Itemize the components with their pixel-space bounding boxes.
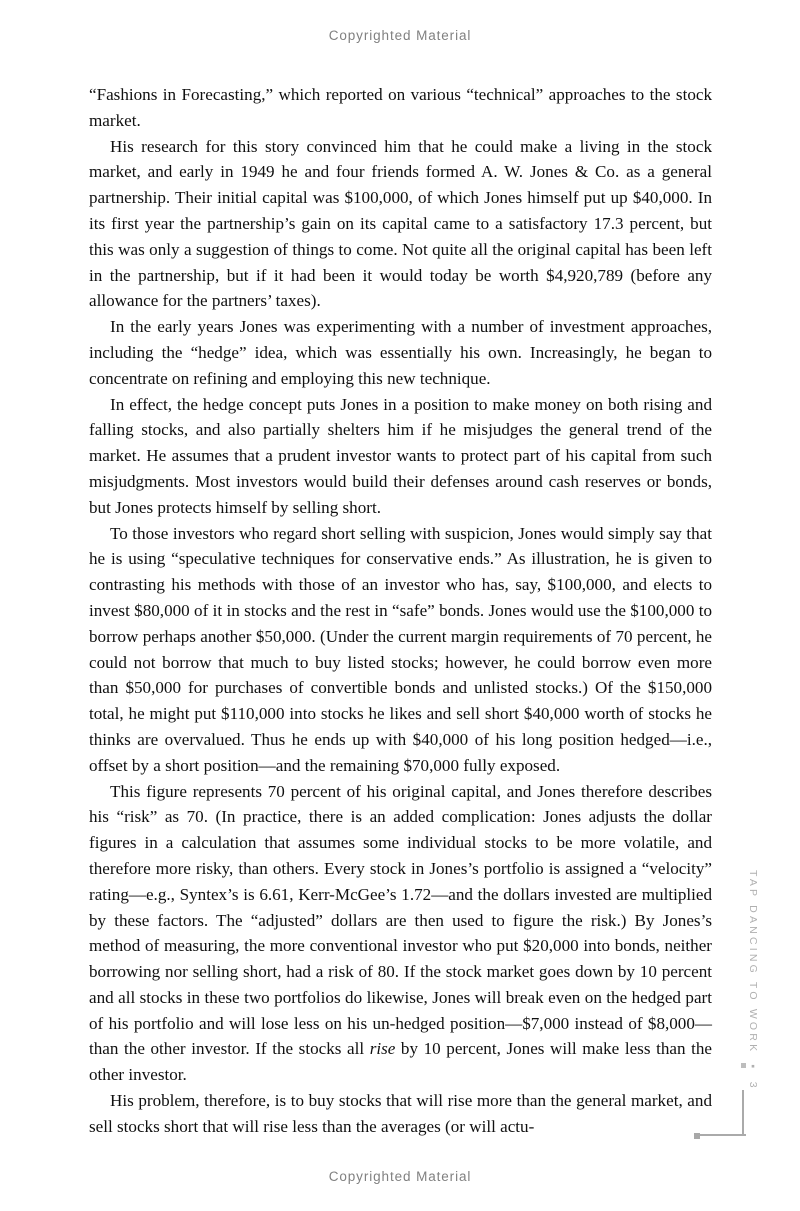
paragraph-with-emphasis: This figure represents 70 percent of his original capital, and Jones therefore describes his “risk” as 70. (In practice, there is an added complication: Jones adjusts the dollar figures in a calculation that assumes some individual stocks to be more volatile, and therefore more risky, than others. Every stock in Jones’s portfolio is assigned a “velocity” rating—e.g., Syntex’s is 6.61, Kerr-McGee’s 1.72—and the dollars invested are multiplied by these factors. The “adjusted” dollars are then used to figure the risk.) By Jones’s method of measuring, the more conventional investor who put $20,000 into bonds, neither borrowing nor selling short, had a risk of 80. If the stock market goes down by 10 percent and all stocks in these two portfolios do likewise, Jones will break even on the hedged part of his portfolio and will lose less on his un-hedged position—$7,000 instead of $8,000—than the other investor. If the stocks all rise by 10 percent, Jones will make less than the other investor. [89,781,712,1085]
paragraph: To those investors who regard short selling with suspicion, Jones would simply say that he is using “speculative techniques for conservative ends.” As illustration, he is given to contrasting his methods with those of an investor who has, say, $100,000, and elects to invest $80,000 of it in stocks and the rest in “safe” bonds. Jones would use the $100,000 to borrow perhaps another $50,000. (Under the current margin requirements of 70 percent, he could not borrow that much to buy listed stocks; however, he could borrow even more than $50,000 for purchases of convertible bonds and unlisted stocks.) Of the $150,000 total, he might put $110,000 into stocks he likes and sell short $40,000 worth of stocks he thinks are overvalued. Thus he ends up with $40,000 of his long position hedged—i.e., offset by a short position—and the remaining $70,000 fully exposed. [89,523,712,775]
paragraph: In effect, the hedge concept puts Jones in a position to make money on both rising and falling stocks, and also partially shelters him if he misjudges the general trend of the market. He assumes that a prudent investor wants to protect part of his capital from such misjudgments. Most investors would build their defenses around cash reserves or bonds, but Jones protects himself by selling short. [89,394,712,517]
corner-square-marker-icon [741,1063,746,1068]
paragraph: His problem, therefore, is to buy stocks that will rise more than the general market, and sell stocks short that will rise less than the averages (or will actu- [89,1091,712,1136]
body-text-column [89,82,712,1140]
copyrighted-material-watermark-bottom: Copyrighted Material [328,1169,472,1184]
vertical-running-head: TAP DANCING TO WORK ▪ 3 [747,870,759,1091]
copyrighted-material-watermark-top: Copyrighted Material [328,28,472,43]
emphasized-word: rise [369,1039,396,1059]
paragraph: “Fashions in Forecasting,” which reported on various “technical” approaches to the stock market. [89,85,712,130]
paragraph: His research for this story convinced him that he could make a living in the stock market, and early in 1949 he and four friends formed A. W. Jones & Co. as a general partnership. Their initial capital was $100,000, of which Jones himself put up $40,000. In its first year the partnership’s gain on its capital came to a satisfactory 17.3 percent, but this was only a suggestion of things to come. Not quite all the original capital has been left in the partnership, but if it had been it would today be worth $4,920,789 (before any allowance for the partners’ taxes). [89,136,712,311]
paragraph: In the early years Jones was experimenting with a number of investment approaches, including the “hedge” idea, which was essentially his own. Increasingly, he began to concentrate on refining and employing this new technique. [89,317,712,388]
